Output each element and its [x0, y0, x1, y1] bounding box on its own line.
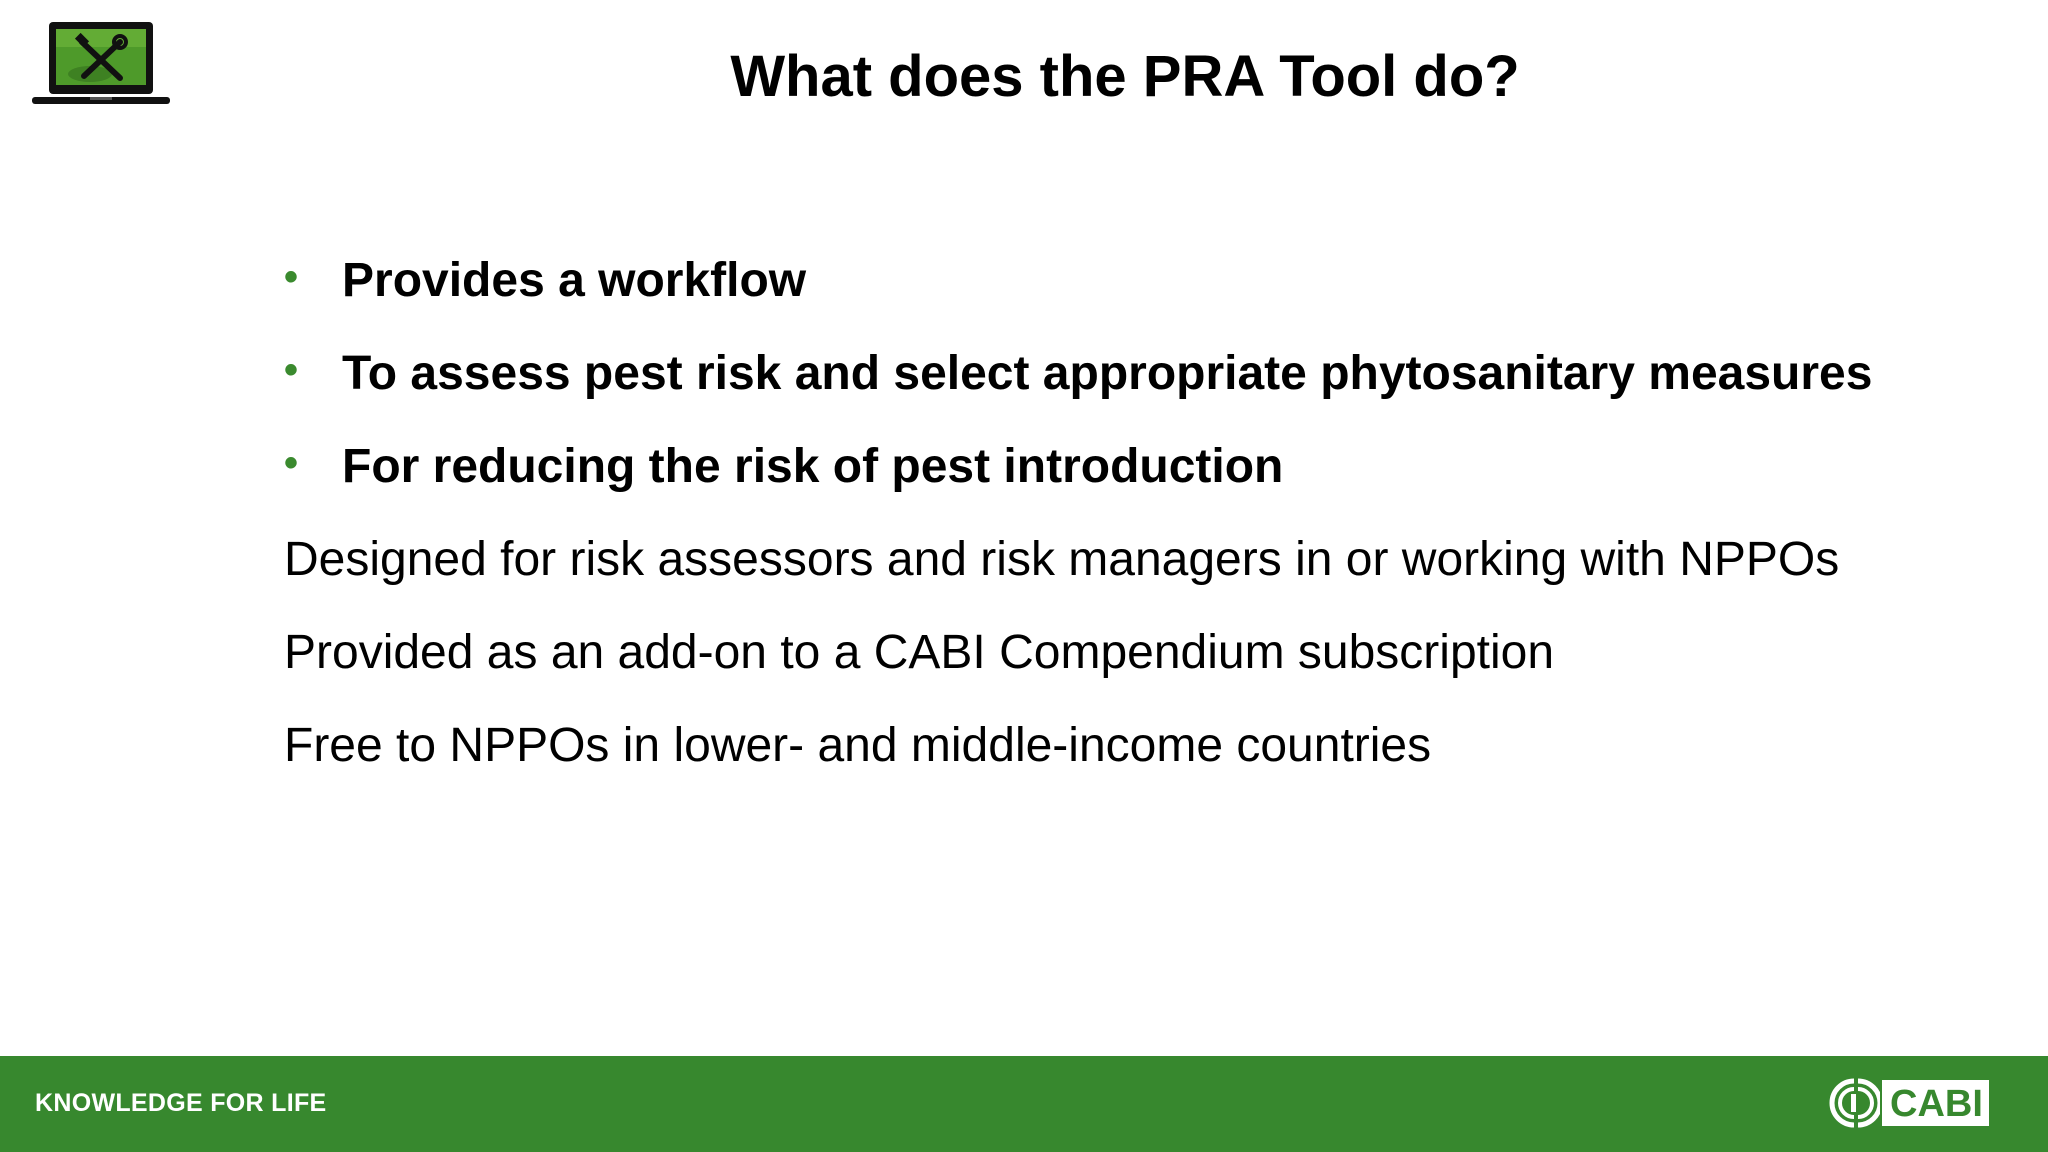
laptop-tools-icon: [32, 22, 170, 108]
slide-content: [284, 247, 1984, 805]
cabi-logo: [1828, 1078, 1989, 1128]
bullet-text: Provides a workflow: [342, 254, 807, 307]
cabi-logo-text: CABI: [1882, 1080, 1989, 1126]
bullet-item: [284, 340, 1984, 408]
bullet-text: For reducing the risk of pest introduction: [342, 440, 1284, 493]
bullet-item: [284, 433, 1984, 501]
cabi-mark-icon: [1828, 1078, 1880, 1128]
paragraph-pricing: Free to NPPOs in lower- and middle-income countries: [284, 719, 1432, 772]
paragraph-audience: Designed for risk assessors and risk managers in or working with NPPOs: [284, 533, 1840, 586]
bullet-text: To assess pest risk and select appropriate phytosanitary measures: [342, 347, 1873, 400]
paragraph-availability: Provided as an add-on to a CABI Compendium subscription: [284, 626, 1555, 679]
bullet-dot: •: [284, 255, 299, 299]
bullet-dot: •: [284, 348, 299, 392]
slide-title: What does the PRA Tool do?: [730, 44, 1520, 109]
footer-bar: [0, 1056, 2048, 1152]
footer-tagline: KNOWLEDGE FOR LIFE: [35, 1089, 327, 1117]
bullet-item: [284, 247, 1984, 315]
bullet-dot: •: [284, 441, 299, 485]
